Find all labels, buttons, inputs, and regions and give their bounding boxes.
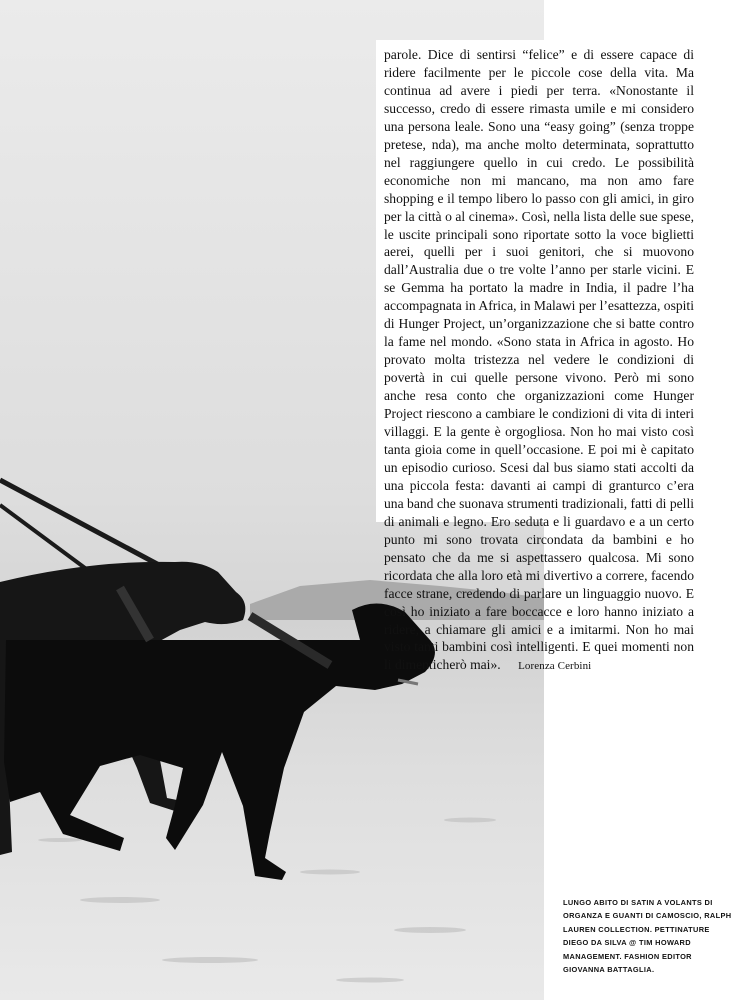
byline: Lorenza Cerbini [518,660,592,673]
photo-caption: LUNGO ABITO DI SATIN A VOLANTS DI ORGANZA E GUANTI DI CAMOSCIO, RALPH LAUREN COLLECTION. PETTINATURE DIEGO DA SILVA @ TIM HOWARD MANAGEMENT. FASHION EDITOR GIOVANNA BATTAGLIA. [563,898,732,975]
article-body-text: parole. Dice di sentirsi “felice” e di essere capace di ridere facilmente per le piccole cose della vita. Ma continua ad avere i piedi per terra. «Nonostante il successo, credo di essere rimasta umile e mi considero una persona leale. Sono una “easy going” (senza troppe pretese, nda), ma anche molto determinata, soprattutto nel raggiungere quello in cui credo. Le possibilità economiche non mi mancano, ma non amo fare shopping e il tempo libero lo passo con gli amici, in giro per la città o al cinema». Così, nella lista delle sue spese, le uscite principali sono riportate sotto la voce biglietti aerei, quelli per i suoi genitori, che si muovono dall’Australia due o tre volte l’anno per starle vicini. E se Gemma ha portato la madre in India, il padre l’ha accompagnata in Africa, in Malawi per l’esattezza, ospiti di Hunger Project, un’organizzazione che si batte contro la fame nel mondo. «Sono stata in Africa in agosto. Ho provato molta tristezza nel vedere le condizioni di povertà in cui quelle persone vivono. Però mi sono anche resa conto che organizzazioni come Hunger Project riescono a cambiare le condizioni di vita di interi villaggi. E la gente è orgogliosa. Non ho mai visto così tanta gioia come in quell’occasione. E poi mi è capitato un episodio curioso. Scesi dal bus siamo stati accolti da una piccola festa: davanti ai campi di granturco c’era una band che suonava strumenti tradizionali, fatti di pelli di animali e legno. Ero seduta e li guardavo e a un certo punto mi sono trovata circondata da bambini e ho pensato che da me si aspettassero qualcosa. Mi sono ricordata che alla loro età mi divertivo a correre, facendo facce strane, credendo di parlare un linguaggio nuovo. E così ho iniziato a fare boccacce e loro hanno iniziato a ridere, a chiamare gli amici e a imitarmi. Non ho mai visto tanti bambini così intelligenti. E quei momenti non li dimenticherò mai». [384,47,694,673]
article-column [376,40,702,673]
article-body-paragraph [384,46,694,676]
